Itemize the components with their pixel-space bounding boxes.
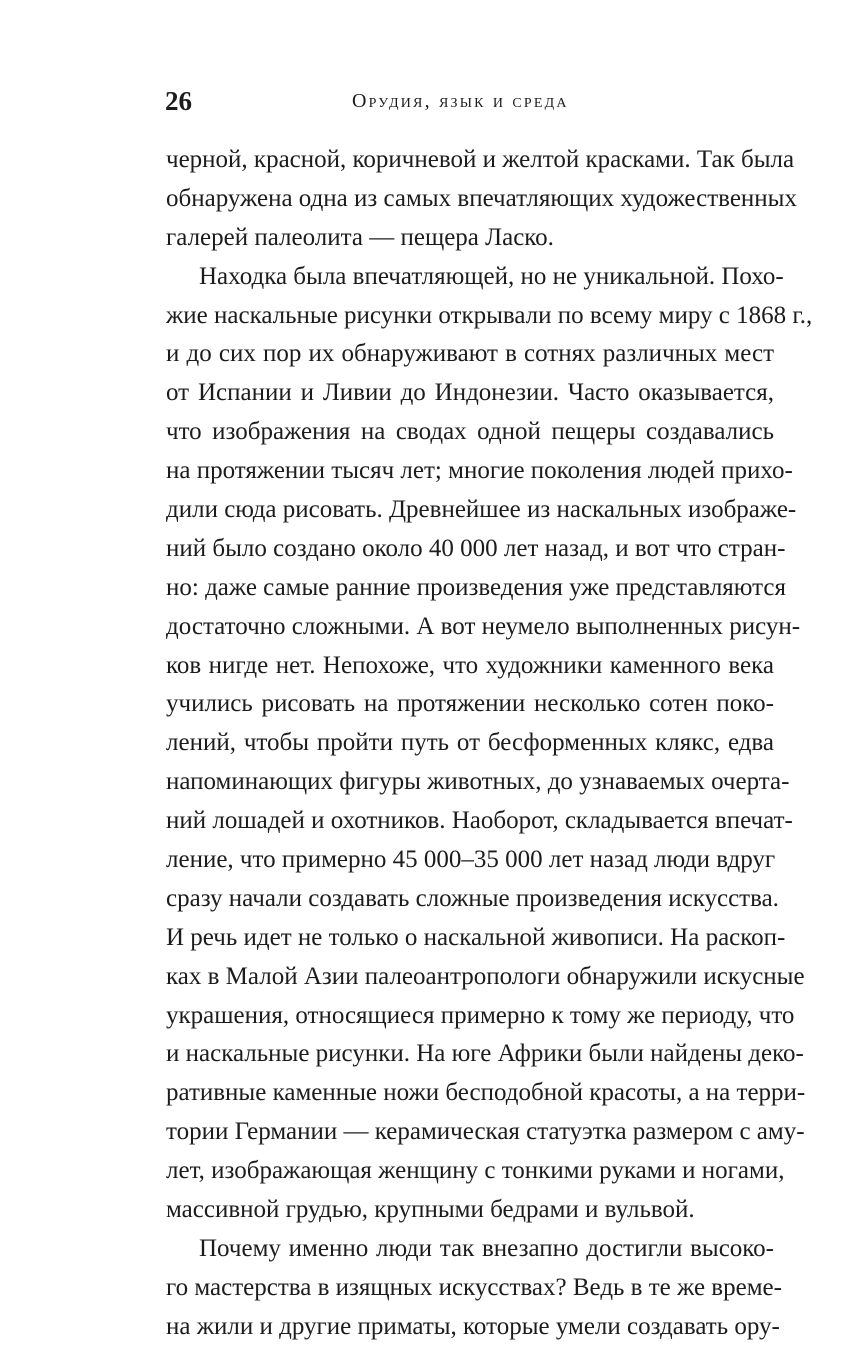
text-line: го мастерства в изящных искусствах? Ведь в те же време- xyxy=(166,1273,782,1301)
text-line: от Испании и Ливии до Индонезии. Часто оказывается, xyxy=(166,379,774,407)
text-line: тории Германии — керамическая статуэтка размером с аму- xyxy=(166,1118,805,1146)
text-line: ративные каменные ножи бесподобной красоты, а на терри- xyxy=(166,1079,806,1107)
page-number: 26 xyxy=(165,86,192,116)
text-line: ний лошадей и охотников. Наоборот, складывается впечат- xyxy=(166,807,793,835)
paragraph-1 xyxy=(166,141,797,258)
text-line: лений, чтобы пройти путь от бесформенных клякс, едва xyxy=(166,729,774,757)
text-line: напоминающих фигуры животных, до узнаваемых очерта- xyxy=(166,768,790,796)
text-line: И речь идет не только о наскальной живописи. На раскоп- xyxy=(166,923,786,951)
page-header xyxy=(165,84,775,118)
text-line: дили сюда рисовать. Древнейшее из наскальных изображе- xyxy=(166,496,797,524)
text-line: но: даже самые ранние произведения уже представляются xyxy=(166,573,786,601)
text-line: ках в Малой Азии палеоантропологи обнаружили искусные xyxy=(166,962,805,990)
text-line: и до сих пор их обнаруживают в сотнях различных мест xyxy=(166,340,774,368)
text-line: ний было создано около 40 000 лет назад, и вот что стран- xyxy=(166,534,786,562)
text-line: сразу начали создавать сложные произведения искусства. xyxy=(166,884,779,912)
text-line: Находка была впечатляющей, но не уникальной. Похо- xyxy=(199,262,784,290)
body-text xyxy=(166,141,813,1347)
text-line: ление, что примерно 45 000–35 000 лет назад люди вдруг xyxy=(166,846,776,874)
text-line: галерей палеолита — пещера Ласко. xyxy=(166,223,554,251)
text-line: достаточно сложными. А вот неумело выполненных рисун- xyxy=(166,612,801,640)
text-line: что изображения на сводах одной пещеры создавались xyxy=(166,418,774,446)
text-line: украшения, относящиеся примерно к тому же периоду, что xyxy=(166,1001,795,1029)
text-line: массивной грудью, крупными бедрами и вульвой. xyxy=(166,1196,695,1224)
text-line: на жили и другие приматы, которые умели создавать ору- xyxy=(166,1312,780,1340)
text-line: Почему именно люди так внезапно достигли высоко- xyxy=(199,1234,774,1262)
running-head: Орудия, язык и среда xyxy=(352,90,569,112)
paragraph-3 xyxy=(166,1230,782,1347)
text-line: черной, красной, коричневой и желтой красками. Так была xyxy=(166,146,795,173)
text-line: жие наскальные рисунки открывали по всему миру с 1868 г., xyxy=(166,301,813,329)
paragraph-2 xyxy=(166,258,813,1230)
text-line: и наскальные рисунки. На юге Африки были найдены деко- xyxy=(166,1040,804,1068)
text-line: ков нигде нет. Непохоже, что художники каменного века xyxy=(166,651,774,679)
text-line: учились рисовать на протяжении несколько сотен поко- xyxy=(166,690,774,718)
text-line: лет, изображающая женщину с тонкими руками и ногами, xyxy=(166,1157,785,1185)
text-line: обнаружена одна из самых впечатляющих художественных xyxy=(166,184,797,212)
text-line: на протяжении тысяч лет; многие поколения людей прихо- xyxy=(166,457,793,485)
